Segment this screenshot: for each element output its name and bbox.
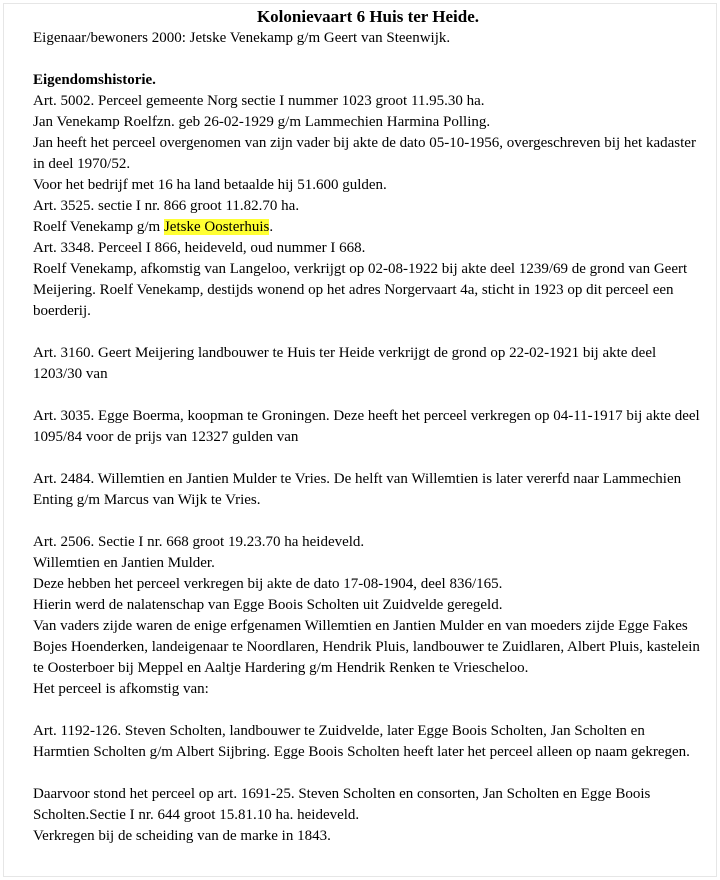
paragraph-nalatenschap: Hierin werd de nalatenschap van Egge Boois Scholten uit Zuidvelde geregeld. xyxy=(33,597,503,613)
paragraph-erfgenamen: Van vaders zijde waren de enige erfgenamen Willemtien en Jantien Mulder en van moeders zijde Egge Fakes Bojes Hoenderken, landeigenaar te Noordlaren, Hendrik Pluis, landbouwer te Zuidlaren, Albert Pluis, kastelein te Oosterboer bij Meppel en Aaltje Hardering g/m Hendrik Renken te Vriescheloo. xyxy=(33,618,700,676)
document-page xyxy=(33,6,703,847)
paragraph-art-5002: Art. 5002. Perceel gemeente Norg sectie I nummer 1023 groot 11.95.30 ha. xyxy=(33,93,485,109)
paragraph-overgenomen: Jan heeft het perceel overgenomen van zijn vader bij akte de dato 05-10-1956, overgeschreven bij het kadaster in deel 1970/52. xyxy=(33,135,696,172)
highlighted-name: Jetske Oosterhuis xyxy=(163,219,270,235)
history-heading: Eigendomshistorie. xyxy=(33,72,156,88)
paragraph-art-3525: Art. 3525. sectie I nr. 866 groot 11.82.70 ha. xyxy=(33,198,300,214)
spacer xyxy=(33,763,703,784)
paragraph-art-2506: Art. 2506. Sectie I nr. 668 groot 19.23.70 ha heideveld. xyxy=(33,534,365,550)
spacer xyxy=(33,448,703,469)
paragraph-art-3160: Art. 3160. Geert Meijering landbouwer te Huis ter Heide verkrijgt de grond op 22-02-1921 bij akte deel 1203/30 van xyxy=(33,345,657,382)
spacer xyxy=(33,700,703,721)
paragraph-mulder: Willemtien en Jantien Mulder. xyxy=(33,555,215,571)
paragraph-art-3348: Art. 3348. Perceel I 866, heideveld, oud nummer I 668. xyxy=(33,240,366,256)
paragraph-marke-1843: Verkregen bij de scheiding van de marke in 1843. xyxy=(33,828,331,844)
document-title: Kolonievaart 6 Huis ter Heide. xyxy=(256,7,480,26)
paragraph-langeloo: Roelf Venekamp, afkomstig van Langeloo, verkrijgt op 02-08-1922 bij akte deel 1239/69 de grond van Geert Meijering. Roelf Venekamp, destijds wonend op het adres Norgervaart 4a, sticht in 1923 op dit perceel een boerderij. xyxy=(33,261,688,319)
paragraph-art-2484: Art. 2484. Willemtien en Jantien Mulder te Vries. De helft van Willemtien is later vererfd naar Lammechien Enting g/m Marcus van Wijk te Vries. xyxy=(33,471,682,508)
paragraph-roelf-venekamp xyxy=(33,217,703,238)
paragraph-art-1192: Art. 1192-126. Steven Scholten, landbouwer te Zuidvelde, later Egge Boois Scholten, Jan Scholten en Harmtien Scholten g/m Albert Sijbring. Egge Boois Scholten heeft later het perceel alleen op naam gekregen. xyxy=(33,723,690,760)
paragraph-akte-1904: Deze hebben het perceel verkregen bij akte de dato 17-08-1904, deel 836/165. xyxy=(33,576,503,592)
spacer xyxy=(33,322,703,343)
paragraph-afkomstig: Het perceel is afkomstig van: xyxy=(33,681,209,697)
owners-line: Eigenaar/bewoners 2000: Jetske Venekamp g/m Geert van Steenwijk. xyxy=(33,30,451,46)
paragraph-art-3035: Art. 3035. Egge Boerma, koopman te Groningen. Deze heeft het perceel verkregen op 04-11-1917 bij akte deel 1095/84 voor de prijs van 12327 gulden van xyxy=(33,408,700,445)
roelf-suffix: . xyxy=(269,219,274,235)
paragraph-jan-venekamp: Jan Venekamp Roelfzn. geb 26-02-1929 g/m Lammechien Harmina Polling. xyxy=(33,114,491,130)
roelf-prefix: Roelf Venekamp g/m xyxy=(33,219,164,235)
spacer xyxy=(33,511,703,532)
spacer xyxy=(33,385,703,406)
paragraph-betaalde: Voor het bedrijf met 16 ha land betaalde hij 51.600 gulden. xyxy=(33,177,387,193)
paragraph-art-1691: Daarvoor stond het perceel op art. 1691-25. Steven Scholten en consorten, Jan Scholten en Egge Boois Scholten.Sectie I nr. 644 groot 15.81.10 ha. heideveld. xyxy=(33,786,651,823)
